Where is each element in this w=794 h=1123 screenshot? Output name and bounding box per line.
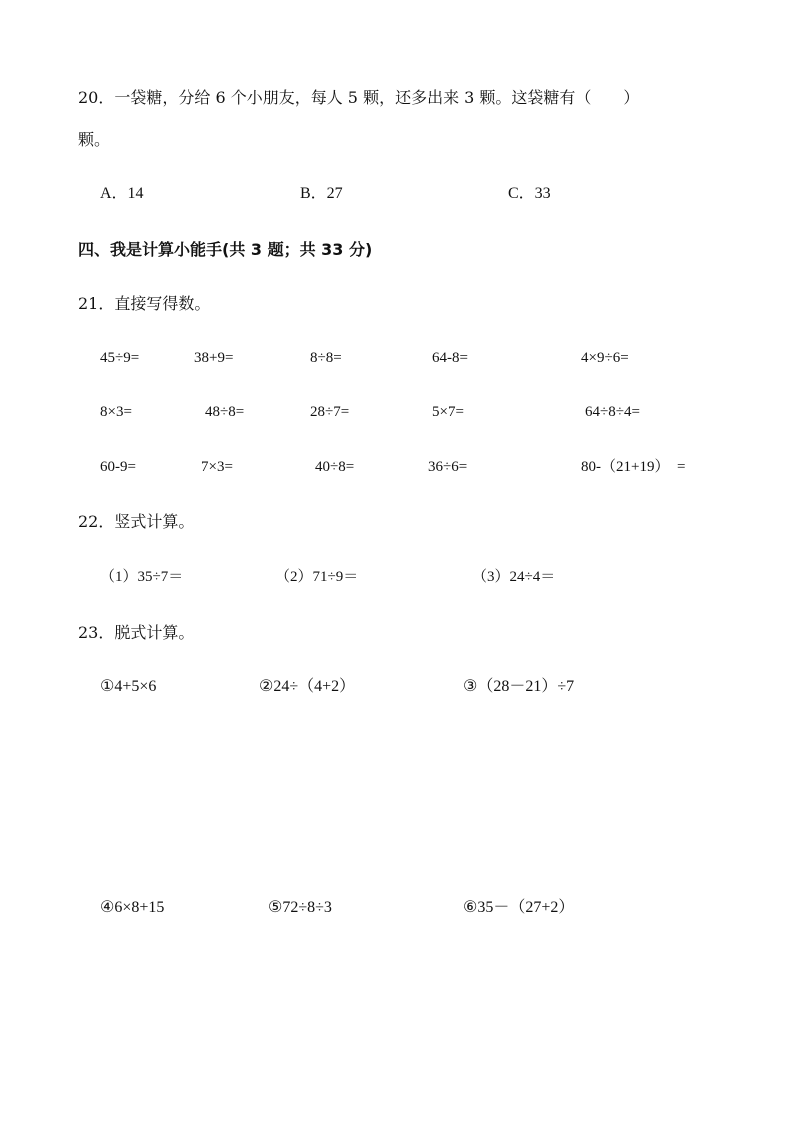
- q21-item: 80-（21+19） =: [581, 459, 686, 475]
- q21-item: 8÷8=: [310, 350, 342, 366]
- q20-option-a: A．14: [100, 185, 144, 202]
- q23-item-1: ①4+5×6: [100, 678, 157, 695]
- q23-item-2: ②24÷（4+2）: [259, 678, 356, 695]
- q20-option-b: B．27: [300, 185, 343, 202]
- q21-item: 36÷6=: [428, 459, 468, 475]
- q21-item: 45÷9=: [100, 350, 140, 366]
- q21-item: 38+9=: [194, 350, 234, 366]
- q20-stem-line1: 20．一袋糖，分给 6 个小朋友，每人 5 颗，还多出来 3 颗。这袋糖有（ ）: [78, 88, 640, 107]
- section-4-title: 四、我是计算小能手(共 3 题；共 33 分): [78, 240, 373, 259]
- q23-title: 23．脱式计算。: [78, 623, 195, 642]
- q21-item: 48÷8=: [205, 404, 245, 420]
- q22-item-3: （3）24÷4＝: [472, 569, 556, 585]
- q23-item-6: ⑥35－（27+2）: [463, 899, 575, 916]
- q21-item: 7×3=: [201, 459, 233, 475]
- q22-title: 22．竖式计算。: [78, 512, 195, 531]
- q21-item: 60-9=: [100, 459, 136, 475]
- q21-item: 64÷8÷4=: [585, 404, 640, 420]
- q23-item-3: ③（28－21）÷7: [463, 678, 575, 695]
- q21-item: 4×9÷6=: [581, 350, 629, 366]
- q20-option-c: C．33: [508, 185, 551, 202]
- q21-item: 64-8=: [432, 350, 468, 366]
- q22-item-1: （1）35÷7＝: [100, 569, 184, 585]
- q23-item-5: ⑤72÷8÷3: [268, 899, 332, 916]
- q23-item-4: ④6×8+15: [100, 899, 165, 916]
- q21-item: 40÷8=: [315, 459, 355, 475]
- q21-item: 5×7=: [432, 404, 464, 420]
- q21-title: 21．直接写得数。: [78, 294, 211, 313]
- q20-stem-line2: 颗。: [78, 130, 111, 149]
- q21-item: 28÷7=: [310, 404, 350, 420]
- q22-item-2: （2）71÷9＝: [275, 569, 359, 585]
- q21-item: 8×3=: [100, 404, 132, 420]
